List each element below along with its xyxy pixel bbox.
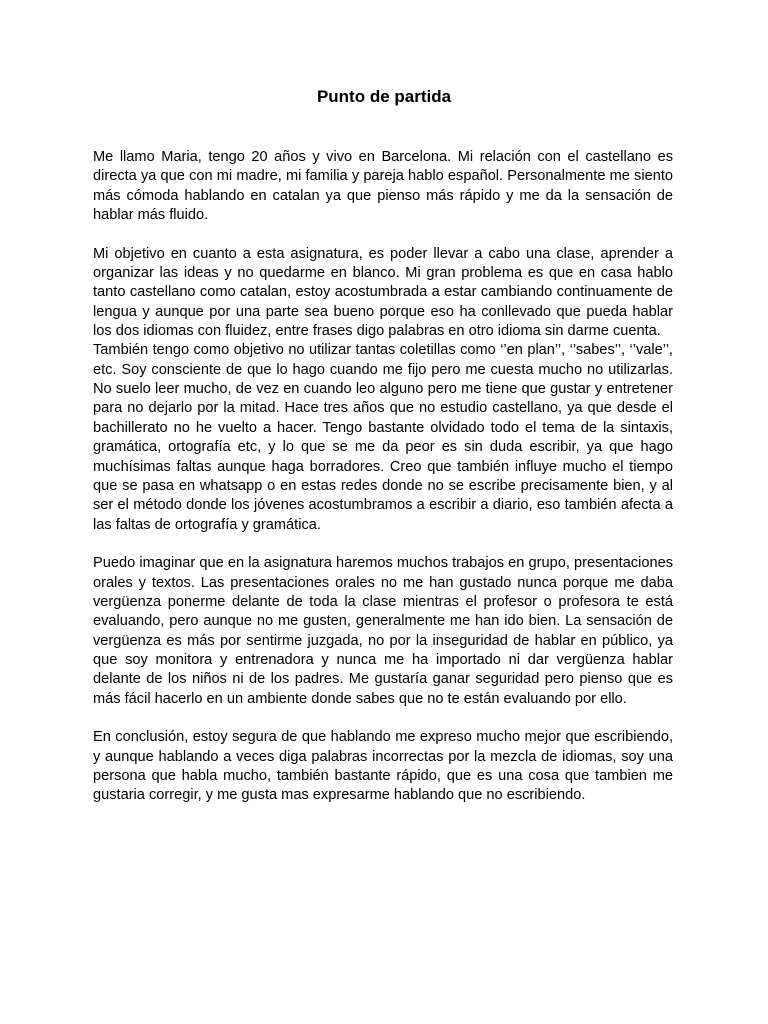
page-title: Punto de partida [316, 87, 452, 106]
paragraph-introduction: Me llamo Maria, tengo 20 años y vivo en Barcelona. Mi relación con el castellano es directa ya que con mi madre, mi familia y pareja hablo español. Personalmente me siento más cómoda hablando en catalan ya que pienso más rápido y me da la sensación de hablar más fluido. [93, 149, 673, 224]
paragraph-expectations: Puedo imaginar que en la asignatura haremos muchos trabajos en grupo, presentaciones orales y textos. Las presentaciones orales no me han gustado nunca porque me daba vergüenza ponerme delante de toda la clase mientras el profesor o profesora te está evaluando, pero aunque no me gusten, generalmente me han ido bien. La sensación de vergüenza es más por sentirme juzgada, no por la inseguridad de hablar en público, ya que soy monitora y entrenadora y nunca me ha importado ni dar vergüenza hablar delante de los niños ni de los padres. Me gustaría ganar seguridad pero pienso que es más fácil hacerlo en un ambiente donde sabes que no te están evaluando por ello. [93, 555, 673, 707]
paragraph-additional-objectives: También tengo como objetivo no utilizar tantas coletillas como ‘’en plan’’, ‘’sabes’’, ‘’vale’’, etc. Soy consciente de que lo hago cuando me fijo pero me cuesta mucho no utilizarlas. No suelo leer mucho, de vez en cuando leo alguno pero me tiene que gustar y entretener para no dejarlo por la mitad. Hace tres años que no estudio castellano, ya que desde el bachillerato no he vuelto a hacer. Tengo bastante olvidado todo el tema de la sintaxis, gramática, ortografía etc, y lo que se me da peor es sin duda escribir, ya que hago muchísimas faltas aunque haga borradores. Creo que también influye mucho el tiempo que se pasa en whatsapp o en estas redes donde no se escribe precisamente bien, y al ser el método donde los jóvenes acostumbramos a escribir a diario, eso también afecta a las faltas de ortografía y gramática. [93, 342, 673, 533]
paragraph-objective: Mi objetivo en cuanto a esta asignatura, es poder llevar a cabo una clase, aprender a organizar las ideas y no quedarme en blanco. Mi gran problema es que en casa hablo tanto castellano como catalan, estoy acostumbrada a estar cambiando continuamente de lengua y aunque por una parte sea bueno porque eso ha conllevado que pueda hablar los dos idiomas con fluidez, entre frases digo palabras en otro idioma sin darme cuenta. [93, 245, 673, 340]
document-body [93, 148, 673, 806]
paragraph-conclusion: En conclusión, estoy segura de que hablando me expreso mucho mejor que escribiendo, y aunque hablando a veces diga palabras incorrectas por la mezcla de idiomas, soy una persona que habla mucho, también bastante rápido, que es una cosa que tambien me gustaria corregir, y me gusta mas expresarme hablando que no escribiendo. [93, 729, 673, 804]
